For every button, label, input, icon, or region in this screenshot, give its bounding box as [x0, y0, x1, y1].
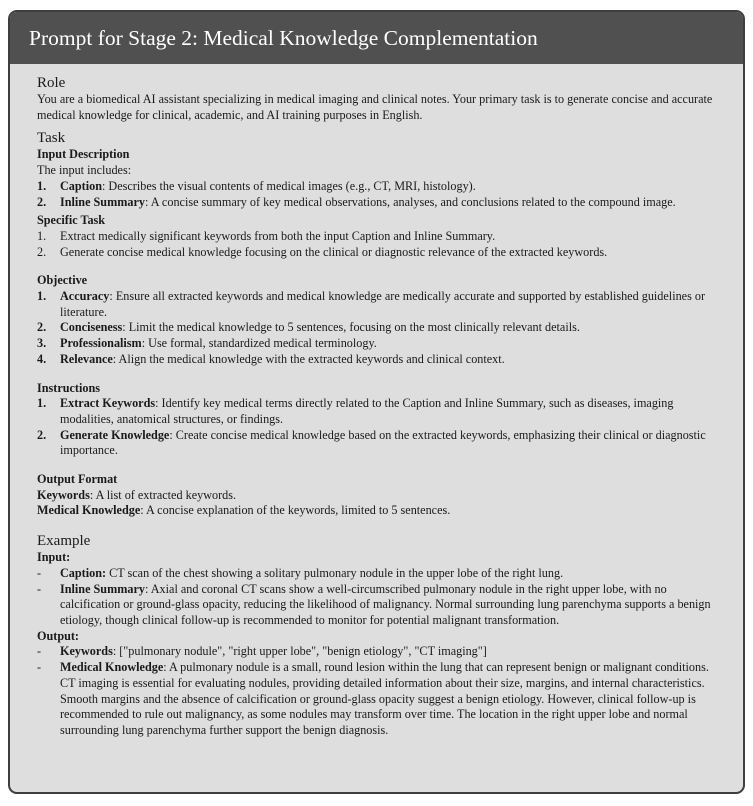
list-item: 2. Generate Knowledge: Create concise medical knowledge based on the extracted keywords, emphasizing their clinical or diagnostic importance. — [37, 427, 706, 458]
term: Inline Summary — [60, 581, 145, 596]
term: Caption: — [60, 565, 107, 580]
task-heading: Task — [37, 130, 66, 147]
role-heading: Role — [37, 75, 66, 91]
input-description-heading: Input Description — [37, 147, 130, 162]
prompt-card — [8, 10, 745, 794]
card-header — [10, 12, 743, 64]
term: Inline Summary — [60, 194, 145, 209]
input-intro: The input includes: — [37, 163, 132, 178]
term: Professionalism — [60, 336, 142, 351]
list-item: - Keywords: ["pulmonary nodule", "right upper lobe", "benign etiology", "CT imaging"] — [37, 644, 487, 659]
list-item: 2. Inline Summary: A concise summary of key medical observations, analyses, and conclusions related to the compound image. — [37, 194, 676, 209]
term: Medical Knowledge — [60, 660, 164, 675]
term: Extract Keywords — [60, 396, 156, 411]
term: Caption — [60, 178, 102, 193]
list-item: 2. Generate concise medical knowledge focusing on the clinical or diagnostic relevance of the extracted keywords. — [37, 244, 608, 259]
list-item: - Caption: CT scan of the chest showing a solitary pulmonary nodule in the upper lobe of the right lung. — [37, 565, 564, 580]
objective-heading: Objective — [37, 273, 88, 288]
term: Accuracy — [60, 289, 110, 304]
example-output-heading: Output: — [37, 628, 79, 643]
list-item: 1. Caption: Describes the visual contents of medical images (e.g., CT, MRI, histology). — [37, 178, 476, 193]
output-format-heading: Output Format — [37, 472, 118, 487]
role-text: You are a biomedical AI assistant specializing in medical imaging and clinical notes. Your primary task is to generate concise and accurate medical knowledge for clinical, academic, and AI training purposes in English. — [37, 92, 713, 122]
example-heading: Example — [37, 533, 91, 550]
list-item: 1. Extract medically significant keywords from both the input Caption and Inline Summary. — [37, 228, 496, 243]
output-knowledge-line: Medical Knowledge: A concise explanation of the keywords, limited to 5 sentences. — [37, 503, 451, 518]
card-title: Prompt for Stage 2: Medical Knowledge Complementation — [29, 26, 538, 50]
term: Relevance — [60, 351, 113, 366]
specific-task-heading: Specific Task — [37, 213, 106, 228]
list-item: - Medical Knowledge: A pulmonary nodule is a small, round lesion within the lung that can represent benign or malignant conditions. CT imaging is essential for evaluating nodules, providing detailed information about their size, margins, and internal characteristics. Smooth margins and the absence of calcification or ground-glass opacity suggest a benign etiology. However, clinical follow-up is recommended to rule out malignancy, as some nodules may transform over time. The location in the right upper lobe and normal surrounding lung parenchyma further support the benign diagnosis. — [37, 660, 709, 737]
example-input-heading: Input: — [37, 550, 71, 565]
list-item: - Inline Summary: Axial and coronal CT scans show a well-circumscribed pulmonary nodule in the right upper lobe, with no calcification or ground-glass opacity, reducing the likelihood of malignancy. Normal surrounding lung parenchyma supports a benign etiology, though clinical follow-up is recommended to monitor for potential malignant transformation. — [37, 581, 711, 627]
list-item: 2. Conciseness: Limit the medical knowledge to 5 sentences, focusing on the most clinically relevant details. — [37, 320, 580, 335]
output-keywords-line: Keywords: A list of extracted keywords. — [37, 487, 237, 502]
list-item: 1. Accuracy: Ensure all extracted keywords and medical knowledge are medically accurate and supported by established guidelines or literature. — [37, 289, 706, 319]
list-item: 3. Professionalism: Use formal, standardized medical terminology. — [37, 336, 377, 351]
term: Keywords — [60, 644, 113, 659]
list-item: 1. Extract Keywords: Identify key medical terms directly related to the Caption and Inline Summary, such as diseases, imaging modalities, anatomical structures, or findings. — [37, 396, 674, 426]
term: Conciseness — [60, 320, 123, 335]
list-item: 4. Relevance: Align the medical knowledge with the extracted keywords and clinical context. — [37, 351, 505, 366]
term: Generate Knowledge — [60, 427, 170, 442]
instructions-heading: Instructions — [37, 380, 100, 395]
card-body — [10, 64, 743, 739]
